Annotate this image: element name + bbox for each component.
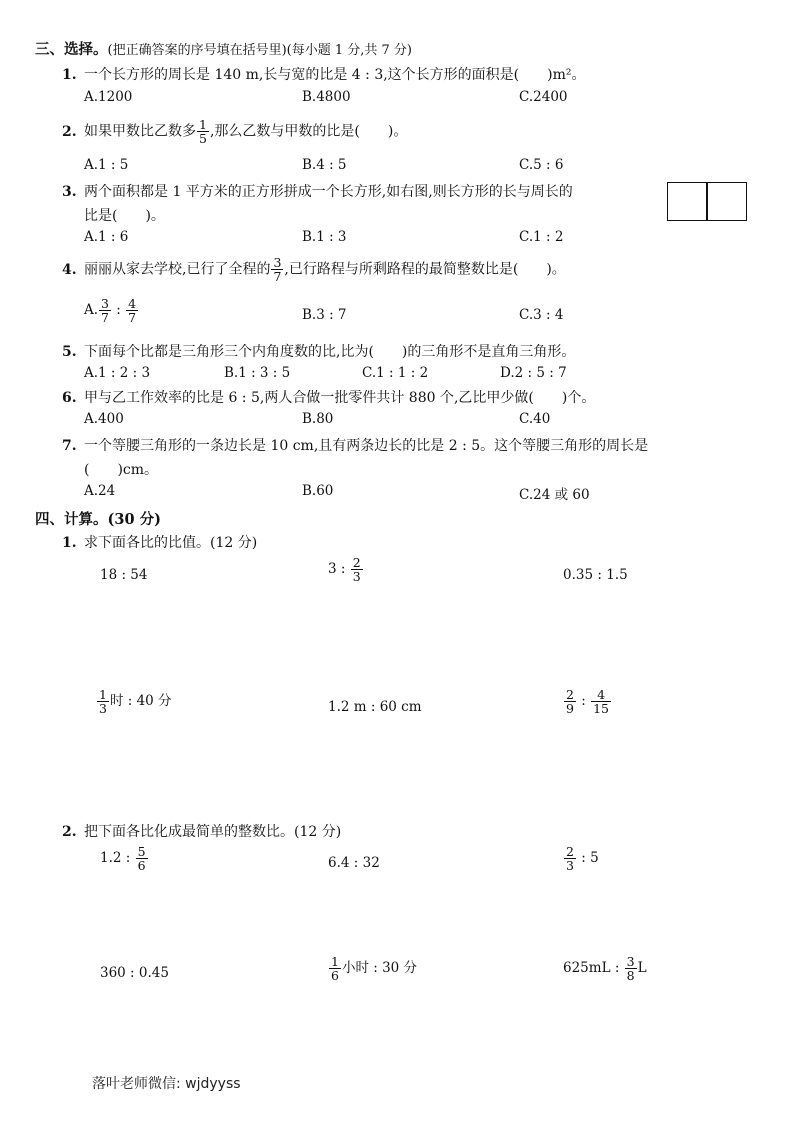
question-number: 2. — [62, 123, 77, 140]
option-a: A.1200 — [84, 89, 133, 105]
question-3-line2: 比是( )。 — [84, 208, 165, 224]
fraction — [197, 118, 209, 145]
fraction — [564, 688, 576, 715]
question-number: 2. — [62, 824, 77, 840]
fraction — [591, 688, 611, 715]
question-3 — [62, 181, 573, 201]
option-letter: A. — [84, 302, 99, 319]
question-number: 3. — [62, 184, 77, 200]
numerator: 1 — [99, 687, 107, 702]
option-a: A.1 : 6 — [84, 229, 129, 245]
fraction — [136, 845, 148, 872]
question-2 — [62, 118, 407, 145]
numerator: 2 — [352, 555, 361, 570]
option-c: C.2400 — [519, 89, 568, 105]
question-number: 5. — [62, 344, 77, 360]
option-a — [84, 297, 139, 324]
option-b: B.60 — [302, 483, 334, 499]
fraction — [126, 297, 138, 324]
question-number: 7. — [62, 438, 77, 454]
fraction — [564, 845, 576, 872]
denominator: 3 — [99, 701, 107, 717]
option-a: A.1 : 2 : 3 — [84, 365, 151, 381]
denominator: 5 — [199, 131, 207, 147]
expression-text: 小时 : 30 分 — [341, 960, 418, 977]
numerator: 5 — [137, 844, 146, 859]
section4-title: 四、计算。(30 分) — [35, 511, 161, 528]
expression — [563, 688, 612, 715]
denominator: 15 — [593, 701, 609, 717]
fraction — [329, 955, 341, 982]
question-text: ,那么乙数与甲数的比是( )。 — [209, 123, 408, 140]
option-c: C.24 或 60 — [519, 487, 590, 503]
numerator: 3 — [101, 296, 109, 311]
question-text: 把下面各比化成最简单的整数比。(12 分) — [84, 824, 342, 840]
question-text: ,已行路程与所剩路程的最简整数比是( )。 — [284, 261, 566, 278]
denominator: 9 — [566, 701, 574, 717]
option-c: C.1 : 2 — [519, 229, 564, 245]
numerator: 1 — [331, 954, 339, 969]
option-b: B.4800 — [302, 89, 351, 105]
denominator: 6 — [137, 858, 146, 874]
question-text: 甲与乙工作效率的比是 6 : 5,两人合做一批零件共计 880 个,乙比甲少做( )个。 — [84, 390, 596, 406]
option-c: C.3 : 4 — [519, 307, 564, 323]
divider-line — [706, 183, 708, 220]
question-number: 1. — [62, 67, 77, 83]
question-number: 4. — [62, 261, 77, 278]
fraction — [351, 556, 363, 583]
numerator: 3 — [273, 255, 282, 270]
numerator: 4 — [128, 296, 137, 311]
denominator: 3 — [352, 569, 361, 585]
ratio-colon: : — [576, 693, 591, 710]
question-5 — [62, 341, 575, 361]
expression — [328, 556, 364, 583]
expression-text: 625mL : — [563, 960, 624, 977]
expression: 1.2 m : 60 cm — [328, 699, 422, 715]
expression — [100, 845, 149, 872]
question-text: 下面每个比都是三角形三个内角度数的比,比为( )的三角形不是直角三角形。 — [84, 344, 576, 360]
numerator: 4 — [597, 687, 606, 702]
question-number: 6. — [62, 390, 77, 406]
option-a: A.24 — [84, 483, 116, 499]
option-b: B.3 : 7 — [302, 307, 347, 323]
numerator: 1 — [199, 117, 207, 132]
numerator: 2 — [566, 687, 574, 702]
question-text: 如果甲数比乙数多 — [84, 123, 196, 140]
problem-2 — [62, 821, 341, 841]
expression-text: L — [637, 960, 647, 977]
expression: 0.35 : 1.5 — [563, 567, 628, 583]
option-a: A.1 : 5 — [84, 157, 129, 173]
question-7 — [62, 435, 648, 455]
expression-text: 1.2 : — [100, 850, 135, 867]
denominator: 6 — [331, 968, 339, 984]
option-c: C.5 : 6 — [519, 157, 564, 173]
question-text: 一个等腰三角形的一条边长是 10 cm,且有两条边长的比是 2 : 5。这个等腰三角形的周长是 — [84, 438, 649, 454]
option-b: B.80 — [302, 411, 334, 427]
denominator: 3 — [566, 858, 574, 874]
question-text: 丽丽从家去学校,已行了全程的 — [84, 261, 271, 278]
question-7-line2: ( )cm。 — [84, 462, 159, 478]
fraction — [271, 256, 283, 283]
section3-note: (把正确答案的序号填在括号里)(每小题 1 分,共 7 分) — [107, 43, 412, 58]
question-text: 两个面积都是 1 平方米的正方形拼成一个长方形,如右图,则长方形的长与周长的 — [84, 184, 573, 200]
option-a: A.400 — [84, 411, 124, 427]
option-c: C.1 : 1 : 2 — [362, 365, 429, 381]
fraction — [97, 688, 109, 715]
denominator: 7 — [273, 269, 282, 285]
fraction — [625, 955, 637, 982]
denominator: 7 — [128, 310, 137, 326]
option-b: B.1 : 3 — [302, 229, 347, 245]
expression — [563, 845, 599, 872]
section3-title: 三、选择。 — [35, 41, 108, 58]
section3-heading — [35, 38, 412, 59]
question-4 — [62, 256, 566, 283]
expression: 360 : 0.45 — [100, 965, 169, 981]
question-6 — [62, 387, 595, 407]
expression: 6.4 : 32 — [328, 855, 380, 871]
ratio-colon: : — [112, 302, 126, 319]
expression-text: 时 : 40 分 — [109, 693, 172, 710]
question-text: 求下面各比的比值。(12 分) — [84, 535, 258, 551]
numerator: 2 — [566, 844, 574, 859]
expression-text: : 5 — [576, 850, 599, 867]
option-c: C.40 — [519, 411, 551, 427]
option-b: B.1 : 3 : 5 — [224, 365, 291, 381]
denominator: 7 — [101, 310, 109, 326]
expression — [563, 955, 647, 982]
rectangle-figure — [667, 182, 747, 221]
problem-1 — [62, 532, 257, 552]
question-number: 1. — [62, 535, 77, 551]
expression — [328, 955, 417, 982]
expression-text: 3 : — [328, 561, 350, 578]
option-b: B.4 : 5 — [302, 157, 347, 173]
fraction — [99, 297, 111, 324]
expression — [96, 688, 172, 715]
question-text: 一个长方形的周长是 140 m,长与宽的比是 4 : 3,这个长方形的面积是( )m²。 — [84, 67, 586, 83]
footer-text: 落叶老师微信: wjdyyss — [92, 1076, 241, 1092]
option-d: D.2 : 5 : 7 — [500, 365, 567, 381]
expression: 18 : 54 — [100, 567, 148, 583]
denominator: 8 — [626, 968, 635, 984]
question-1 — [62, 64, 586, 84]
numerator: 3 — [626, 954, 635, 969]
